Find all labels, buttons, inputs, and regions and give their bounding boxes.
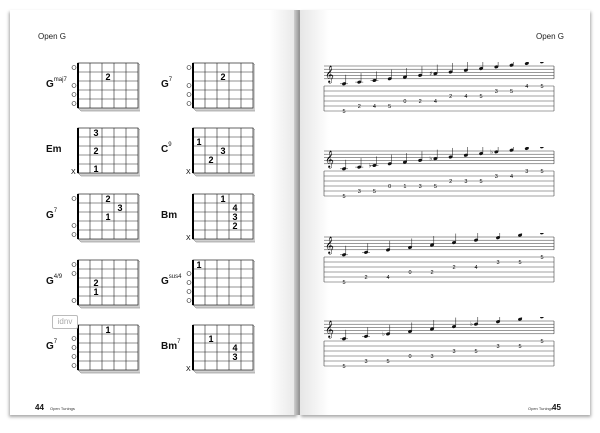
open-string-marker bbox=[187, 281, 191, 285]
left-page-number: 44 bbox=[35, 403, 44, 412]
finger-number: 2 bbox=[208, 155, 214, 165]
chord-root: Em bbox=[46, 144, 62, 155]
tab-fret-number: 2 bbox=[449, 94, 453, 100]
open-string-marker bbox=[187, 299, 191, 303]
chord-name-9 bbox=[161, 341, 180, 352]
tab-fret-number: 5 bbox=[386, 359, 390, 365]
chord-root: G bbox=[161, 276, 169, 287]
chord-quality: 7 bbox=[53, 339, 58, 345]
chord-name-0 bbox=[46, 79, 67, 90]
finger-number: 3 bbox=[232, 352, 238, 362]
staff-and-tab-1 bbox=[320, 147, 560, 211]
open-string-marker bbox=[187, 66, 191, 70]
tab-fret-number: 4 bbox=[474, 265, 478, 271]
open-string-marker bbox=[72, 233, 76, 237]
chord-quality: 9 bbox=[168, 142, 172, 148]
chord-diagram-9 bbox=[185, 322, 255, 376]
chord-diagram-2 bbox=[70, 125, 140, 179]
tab-fret-number: 3 bbox=[494, 174, 498, 180]
tab-fret-number: 1 bbox=[403, 184, 407, 190]
tab-fret-number: 3 bbox=[496, 260, 500, 266]
tab-fret-number: 5 bbox=[540, 84, 544, 90]
note-head bbox=[540, 233, 545, 235]
finger-number: 2 bbox=[220, 72, 226, 82]
chord-root: C bbox=[161, 144, 169, 155]
tab-fret-number: 4 bbox=[372, 104, 376, 110]
staff-and-tab-2 bbox=[320, 233, 560, 297]
finger-number: 1 bbox=[93, 287, 99, 297]
chord-quality: 4/9 bbox=[53, 274, 63, 280]
chord-root: Bm bbox=[161, 210, 178, 221]
chord-name-7 bbox=[161, 276, 181, 287]
tab-fret-number: 5 bbox=[372, 189, 376, 195]
accidental-icon: ♭ bbox=[382, 330, 385, 338]
tab-fret-number: 3 bbox=[452, 349, 456, 355]
muted-string-marker: X bbox=[186, 169, 191, 176]
chord-quality: 7 bbox=[168, 77, 173, 83]
finger-number: 1 bbox=[105, 325, 111, 335]
muted-string-marker: X bbox=[186, 366, 191, 373]
tab-fret-number: 5 bbox=[540, 339, 544, 345]
tab-fret-number: 2 bbox=[357, 104, 361, 110]
chord-name-4 bbox=[46, 210, 57, 221]
tab-fret-number: 5 bbox=[342, 364, 346, 370]
right-page-header: Open G bbox=[536, 32, 565, 41]
finger-number: 3 bbox=[117, 203, 123, 213]
treble-clef-icon: 𝄞 bbox=[325, 236, 334, 254]
tab-fret-number: 3 bbox=[430, 354, 434, 360]
chord-quality: maj7 bbox=[53, 77, 67, 83]
chord-root: G bbox=[46, 79, 54, 90]
chord-diagram-6 bbox=[70, 257, 140, 311]
finger-number: 2 bbox=[93, 146, 99, 156]
note-head bbox=[540, 62, 545, 64]
tab-fret-number: 4 bbox=[525, 84, 529, 90]
finger-number: 3 bbox=[232, 212, 238, 222]
tab-fret-number: 2 bbox=[452, 265, 456, 271]
open-string-marker bbox=[72, 197, 76, 201]
open-string-marker bbox=[72, 84, 76, 88]
open-string-marker bbox=[72, 272, 76, 276]
tab-fret-number: 0 bbox=[388, 184, 392, 190]
chord-root: G bbox=[46, 276, 54, 287]
chord-diagram-0 bbox=[70, 60, 140, 114]
tab-fret-number: 5 bbox=[518, 260, 522, 266]
tab-fret-number: 4 bbox=[386, 275, 390, 281]
tab-fret-number: 3 bbox=[418, 184, 422, 190]
tab-fret-number: 4 bbox=[510, 174, 514, 180]
chord-root: G bbox=[46, 210, 54, 221]
tab-fret-number: 5 bbox=[479, 179, 483, 185]
treble-clef-icon: 𝄞 bbox=[325, 65, 334, 83]
tab-fret-number: 5 bbox=[474, 349, 478, 355]
note-head bbox=[540, 317, 545, 319]
right-page-number: 45 bbox=[552, 403, 561, 412]
open-string-marker bbox=[72, 346, 76, 350]
treble-clef-icon: 𝄞 bbox=[325, 150, 334, 168]
tab-fret-number: 3 bbox=[364, 359, 368, 365]
open-string-marker bbox=[72, 66, 76, 70]
left-page-footer-text: Open Tunings bbox=[50, 406, 75, 411]
finger-number: 4 bbox=[232, 203, 238, 213]
tab-fret-number: 5 bbox=[342, 280, 346, 286]
muted-string-marker: X bbox=[186, 235, 191, 242]
tab-fret-number: 5 bbox=[433, 184, 437, 190]
tab-fret-number: 2 bbox=[418, 99, 422, 105]
staff-and-tab-0 bbox=[320, 62, 560, 126]
chord-name-3 bbox=[161, 144, 172, 155]
staff-and-tab-3 bbox=[320, 317, 560, 381]
chord-root: G bbox=[46, 341, 54, 352]
right-page bbox=[300, 10, 590, 415]
right-page-footer-text: Open Tunings bbox=[528, 406, 553, 411]
open-string-marker bbox=[72, 224, 76, 228]
accidental-icon: ♯ bbox=[429, 70, 433, 78]
chord-quality: 7 bbox=[53, 208, 58, 214]
open-string-marker bbox=[187, 84, 191, 88]
chord-quality: 7 bbox=[177, 339, 181, 345]
open-string-marker bbox=[187, 102, 191, 106]
open-string-marker bbox=[72, 337, 76, 341]
tab-fret-number: 4 bbox=[433, 99, 437, 105]
muted-string-marker: X bbox=[71, 169, 76, 176]
accidental-icon: ♭ bbox=[490, 148, 494, 156]
open-string-marker bbox=[72, 102, 76, 106]
accidental-icon: ♭ bbox=[368, 162, 372, 170]
tab-fret-number: 2 bbox=[430, 270, 434, 276]
tab-fret-number: 3 bbox=[464, 179, 468, 185]
finger-number: 1 bbox=[220, 194, 226, 204]
chord-diagram-7 bbox=[185, 257, 255, 311]
tab-fret-number: 0 bbox=[408, 270, 412, 276]
finger-number: 3 bbox=[220, 146, 226, 156]
finger-number: 2 bbox=[232, 221, 238, 231]
tab-fret-number: 4 bbox=[464, 94, 468, 100]
tab-fret-number: 5 bbox=[342, 109, 346, 115]
chord-diagram-4 bbox=[70, 191, 140, 245]
chord-quality: sus4 bbox=[168, 274, 182, 280]
finger-number: 1 bbox=[93, 164, 99, 174]
treble-clef-icon: 𝄞 bbox=[325, 320, 334, 338]
finger-number: 2 bbox=[105, 194, 111, 204]
tab-fret-number: 3 bbox=[357, 189, 361, 195]
tab-fret-number: 0 bbox=[408, 354, 412, 360]
tab-fret-number: 0 bbox=[403, 99, 407, 105]
open-string-marker bbox=[72, 364, 76, 368]
accidental-icon: ♭ bbox=[429, 155, 433, 163]
tab-fret-number: 2 bbox=[449, 179, 453, 185]
finger-number: 1 bbox=[196, 260, 202, 270]
chord-diagram-1 bbox=[185, 60, 255, 114]
note-head bbox=[540, 147, 545, 149]
chord-diagram-5 bbox=[185, 191, 255, 245]
tab-fret-number: 5 bbox=[540, 255, 544, 261]
tab-fret-number: 5 bbox=[518, 344, 522, 350]
chord-name-2 bbox=[46, 144, 62, 155]
chord-diagram-8 bbox=[70, 322, 140, 376]
chord-name-6 bbox=[46, 276, 62, 287]
tab-fret-number: 5 bbox=[540, 169, 544, 175]
watermark-logo: idnv bbox=[52, 315, 78, 329]
finger-number: 1 bbox=[196, 137, 202, 147]
chord-root: Bm bbox=[161, 341, 178, 352]
chord-diagram-3 bbox=[185, 125, 255, 179]
tab-fret-number: 3 bbox=[525, 169, 529, 175]
open-string-marker bbox=[72, 263, 76, 267]
tab-fret-number: 3 bbox=[494, 89, 498, 95]
finger-number: 2 bbox=[93, 278, 99, 288]
tab-fret-number: 5 bbox=[388, 104, 392, 110]
open-string-marker bbox=[187, 272, 191, 276]
chord-name-5 bbox=[161, 210, 177, 221]
open-string-marker bbox=[187, 93, 191, 97]
finger-number: 2 bbox=[105, 72, 111, 82]
tab-fret-number: 5 bbox=[479, 94, 483, 100]
tab-fret-number: 3 bbox=[496, 344, 500, 350]
chord-root: G bbox=[161, 79, 169, 90]
finger-number: 1 bbox=[105, 212, 111, 222]
open-string-marker bbox=[187, 290, 191, 294]
chord-name-1 bbox=[161, 79, 172, 90]
left-page-header: Open G bbox=[38, 32, 67, 41]
open-string-marker bbox=[72, 355, 76, 359]
open-string-marker bbox=[72, 299, 76, 303]
tab-fret-number: 5 bbox=[510, 89, 514, 95]
finger-number: 1 bbox=[208, 334, 214, 344]
left-page bbox=[10, 10, 298, 415]
tab-fret-number: 2 bbox=[364, 275, 368, 281]
tab-fret-number: 5 bbox=[342, 194, 346, 200]
accidental-icon: ♭ bbox=[470, 321, 473, 329]
finger-number: 4 bbox=[232, 343, 238, 353]
finger-number: 3 bbox=[93, 128, 99, 138]
chord-name-8 bbox=[46, 341, 57, 352]
open-string-marker bbox=[72, 93, 76, 97]
